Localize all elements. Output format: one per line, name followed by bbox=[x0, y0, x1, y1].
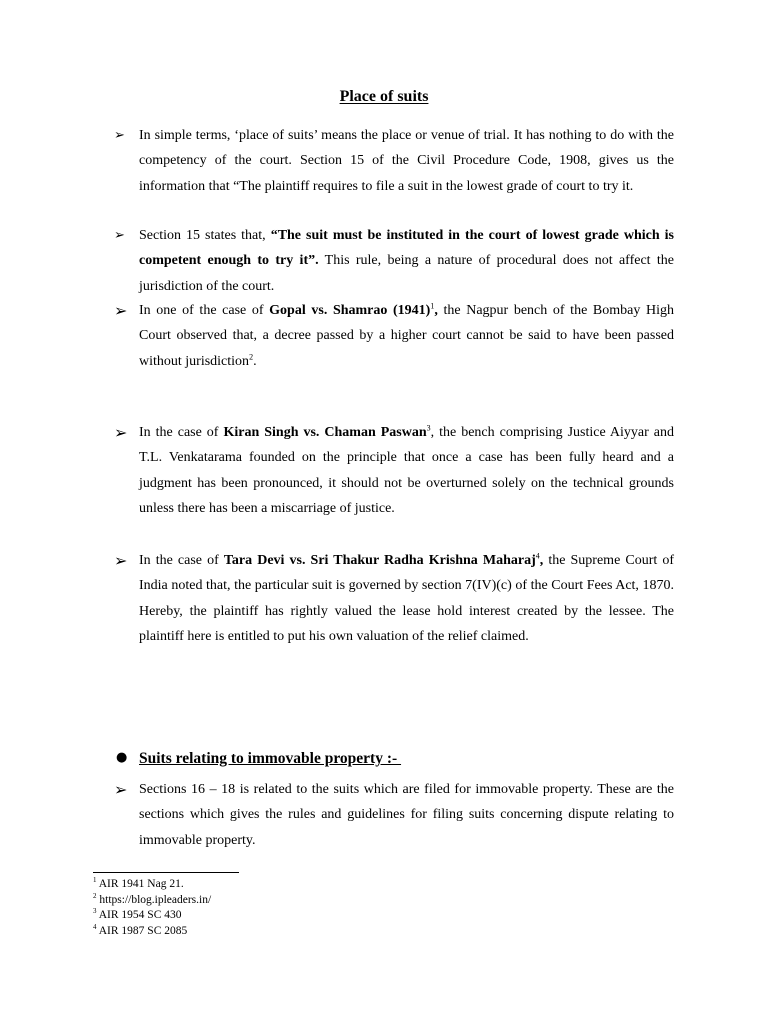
footnote: $^1$ AIR 1941 Nag 21. bbox=[93, 876, 184, 890]
case-name: Gopal vs. Shamrao (1941) bbox=[269, 303, 431, 318]
footnote-ref: 3 bbox=[426, 423, 431, 433]
case-name: Tara Devi vs. Sri Thakur Radha Krishna Maharaj bbox=[223, 553, 536, 568]
arrow-bullet-icon: ➢ bbox=[114, 551, 128, 570]
page-title: Place of suits bbox=[339, 88, 429, 105]
arrow-bullet-icon: ➢ bbox=[114, 423, 128, 442]
paragraph-text: In simple terms, ‘place of suits’ means the place or venue of trial. It has nothing to do with the competency of the court. Section 15 of the Civil Procedure Code, 1908, gives us the information that “The plaintiff requires to file a suit in the lowest grade of court to try it. bbox=[139, 128, 674, 194]
footnote: $^2$ https://blog.ipleaders.in/ bbox=[93, 891, 212, 906]
footnote-ref: 4 bbox=[535, 551, 540, 561]
paragraph-text: In one of the case of Gopal vs. Shamrao $(1941)^1$, the Nagpur bench of the Bombay High Court observed that, a decree passed by a higher court cannot be said to have been passed without jurisdiction$^2$. bbox=[139, 301, 674, 369]
footnote-ref: 1 bbox=[430, 301, 435, 311]
section-heading: Suits relating to immovable property :- bbox=[139, 750, 402, 767]
round-bullet-icon: ● bbox=[116, 750, 128, 765]
footnote-divider bbox=[93, 872, 239, 873]
footnote: $^4$ AIR 1987 SC 2085 bbox=[93, 922, 188, 937]
paragraph-text: In the case of Tara Devi vs. Sri Thakur Radha Krishna Maharaj$^4$, the Supreme Court of India noted that, the particular suit is governed by section 7(IV)(c) of the Court Fees Act, 1870. Hereby, the plaintiff has rightly valued the lease hold interest created by the lessee. The plaintiff here is entitled to put his own valuation of the relief claimed. bbox=[139, 551, 675, 644]
footnote-ref: 2 bbox=[249, 351, 254, 361]
paragraph-text: Section 15 states that, “The suit must be instituted in the court of lowest grade which is competent enough to try it”. This rule, being a nature of procedural does not affect the jurisdiction of the court. bbox=[139, 228, 674, 294]
arrow-bullet-icon: ➢ bbox=[114, 128, 125, 143]
paragraph-text: In the case of Kiran Singh vs. Chaman Paswan$^3$, the bench comprising Justice Aiyyar and T.L. Venkatarama founded on the principle that once a case has been fully heard and a judgment has been pronounced, it should not be overturned solely on the technical grounds unless there has been a miscarriage of justice. bbox=[139, 423, 674, 516]
paragraph-text: Sections 16 – 18 is related to the suits which are filed for immovable property. These are the sections which gives the rules and guidelines for filing suits concerning dispute relating to immovable property. bbox=[139, 782, 674, 848]
arrow-bullet-icon: ➢ bbox=[114, 228, 125, 243]
footnotes bbox=[93, 877, 211, 939]
footnote: $^3$ AIR 1954 SC 430 bbox=[93, 907, 182, 921]
arrow-bullet-icon: ➢ bbox=[114, 780, 128, 799]
arrow-bullet-icon: ➢ bbox=[114, 301, 128, 320]
case-name: Kiran Singh vs. Chaman Paswan bbox=[223, 425, 427, 440]
